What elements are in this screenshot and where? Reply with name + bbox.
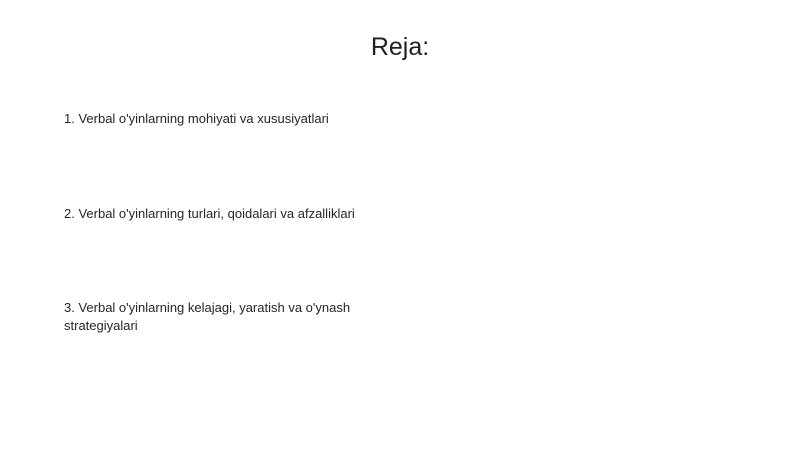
plan-item-3: 3. Verbal o'yinlarning kelajagi, yaratish va o'ynash strategiyalari [64,300,351,333]
plan-item-1: 1. Verbal o'yinlarning mohiyati va xususiyatlari [64,111,329,126]
slide-title: Reja: [370,33,430,61]
plan-item-2: 2. Verbal o'yinlarning turlari, qoidalari va afzalliklari [64,206,355,221]
